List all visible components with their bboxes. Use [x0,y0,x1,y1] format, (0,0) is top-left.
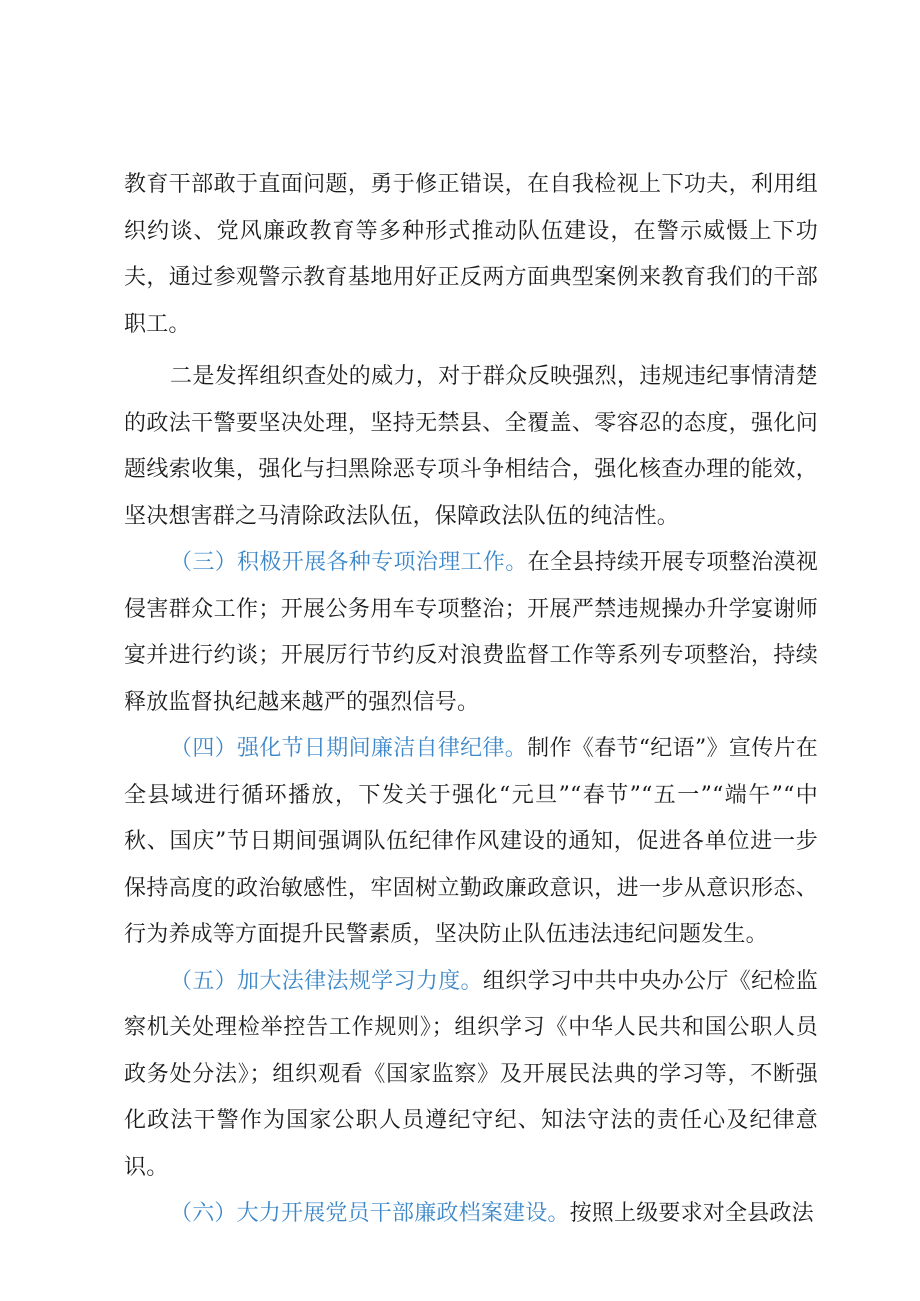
paragraph-1-text: 教育干部敢于直面问题，勇于修正错误，在自我检视上下功夫，利用组织约谈、党风廉政教育等多种形式推动队伍建设，在警示威慑上下功夫，通过参观警示教育基地用好正反两方面典型案例来教育我们的干部职工。 [124,172,818,337]
section-heading-5: （五）加大法律法规学习力度。 [170,968,483,994]
paragraph-3-text: 在全县持续开展专项整治漠视侵害群众工作；开展公务用车专项整治；开展严禁违规操办升学宴谢师宴并进行约谈；开展厉行节约反对浪费监督工作等系列专项整治，持续释放监督执纪越来越严的强烈信号。 [124,550,819,715]
paragraph-2 [124,354,818,540]
paragraph-1 [124,162,818,348]
paragraph-5 [124,959,818,1192]
paragraph-6-text: 按照上级要求对全县政法 [569,1201,814,1226]
paragraph-3 [124,540,818,726]
section-heading-6: （六）大力开展党员干部廉政档案建设。 [170,1201,570,1226]
paragraph-2-text: 二是发挥组织查处的威力，对于群众反映强烈，违规违纪事情清楚的政法干警要坚决处理，坚持无禁县、全覆盖、零容忍的态度，强化问题线索收集，强化与扫黑除恶专项斗争相结合，强化核查办理的能效，坚决想害群之马清除政法队伍，保障政法队伍的纯洁性。 [124,364,818,529]
document-page [124,162,818,1238]
paragraph-4-text: 制作《春节“纪语”》宣传片在全县域进行循环播放，下发关于强化“元旦”“春节”“五一”“端午”“中秋、国庆”节日期间强调队伍纪律作风建设的通知，促进各单位进一步保持高度的政治敏感性，牢固树立勤政廉政意识，进一步从意识形态、行为养成等方面提升民警素质，坚决防止队伍违法违纪问题发生。 [124,736,819,947]
paragraph-4 [124,726,818,959]
section-heading-3: （三）积极开展各种专项治理工作。 [170,550,528,575]
section-heading-4: （四）强化节日期间廉洁自律纪律。 [170,736,528,761]
paragraph-6 [124,1191,818,1238]
paragraph-5-text: 组织学习中共中央办公厅《纪检监察机关处理检举控告工作规则》；组织学习《中华人民共和国公职人员政务处分法》；组织观看《国家监察》及开展民法典的学习等，不断强化政法干警作为国家公职人员遵纪守纪、知法守法的责任心及纪律意识。 [124,968,818,1180]
